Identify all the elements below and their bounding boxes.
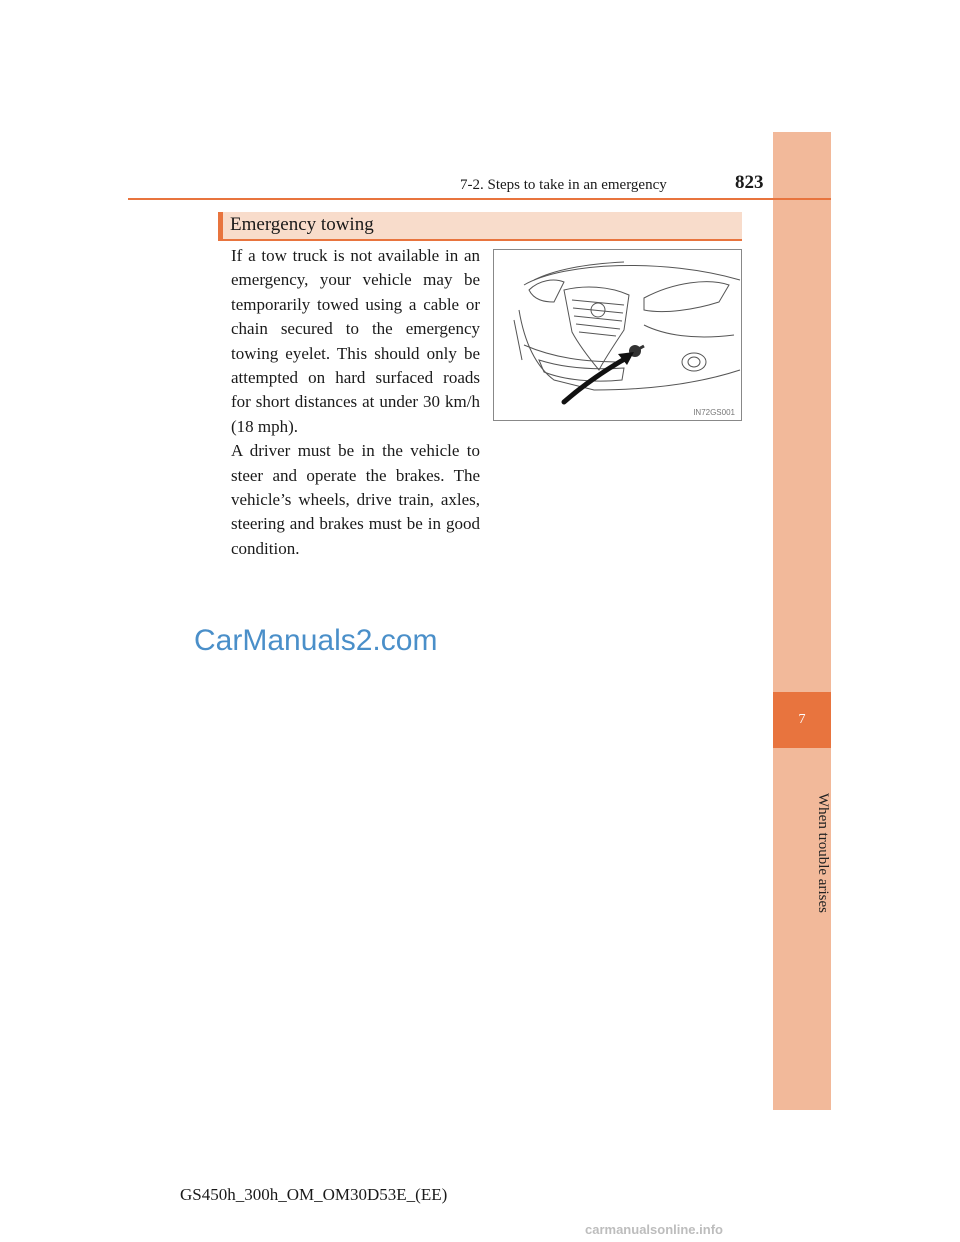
footer-doc-code: GS450h_300h_OM_OM30D53E_(EE)	[180, 1185, 448, 1204]
header-section-title: 7-2. Steps to take in an emergency	[460, 177, 667, 193]
section-heading-bar	[218, 212, 742, 241]
towing-eyelet-illustration	[493, 249, 742, 421]
section-heading-accent	[218, 212, 223, 241]
car-front-drawing	[494, 250, 741, 420]
footer-site-watermark: carmanualsonline.info	[585, 1222, 723, 1237]
chapter-side-tab	[773, 132, 831, 1110]
paragraph-1: If a tow truck is not available in an emergency, your vehicle may be temporarily towed using a cable or chain secured to the emergency towing eyelet. This should only be attempted on hard surfaced roads for short distances at under 30 km/h (18 mph).	[231, 246, 480, 436]
chapter-number: 7	[773, 692, 831, 748]
paragraph-2: A driver must be in the vehicle to steer and operate the brakes. The vehicle’s wheels, drive train, axles, steering and brakes must be in good condition.	[231, 441, 480, 558]
page-number: 823	[735, 172, 764, 193]
chapter-title: When trouble arises	[815, 793, 831, 913]
header-divider	[128, 198, 831, 200]
body-text	[231, 244, 480, 561]
figure-code: IN72GS001	[693, 408, 735, 417]
watermark-logo-text: CarManuals2.com	[194, 624, 438, 657]
section-heading: Emergency towing	[230, 214, 374, 235]
